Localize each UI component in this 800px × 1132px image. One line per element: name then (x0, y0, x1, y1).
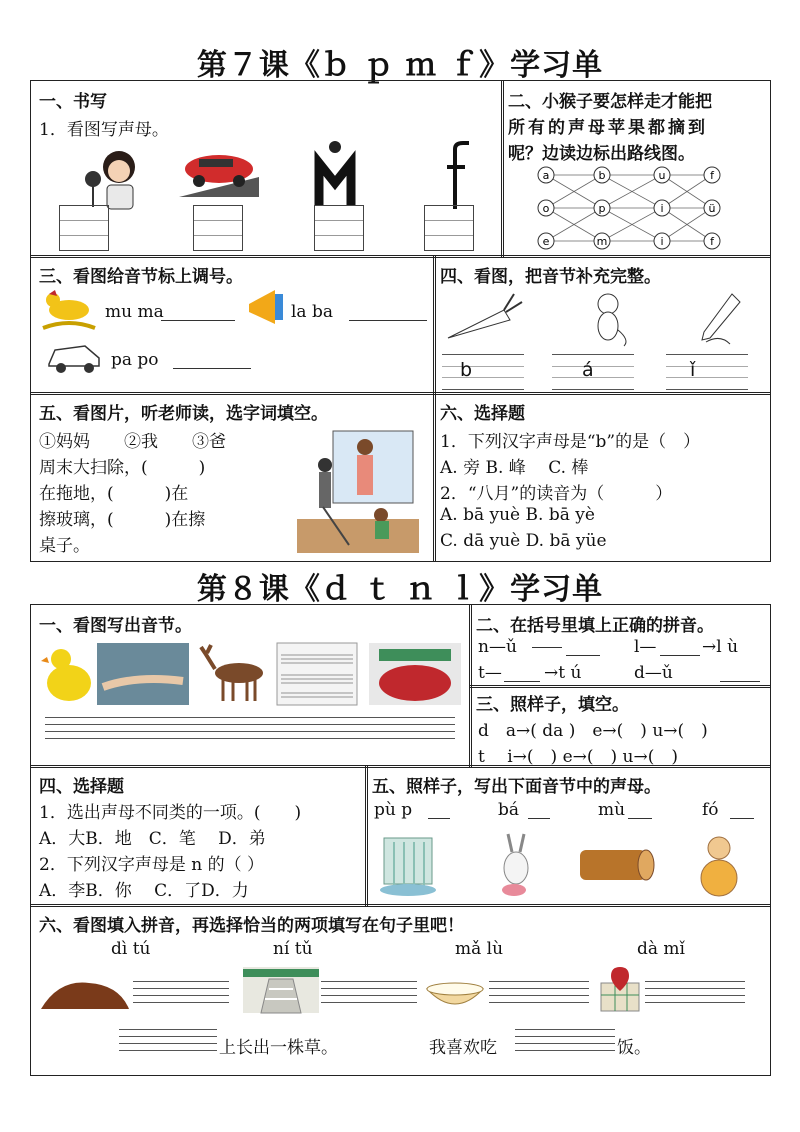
l7-s5-options: ①妈妈 ②我 ③爸 (39, 432, 226, 452)
l7-section4 (433, 255, 771, 395)
soil-pile-icon (39, 975, 131, 1013)
writing-box-2[interactable] (193, 205, 243, 251)
l7-s5-line4: 桌子。 (39, 536, 90, 556)
l7-section5 (30, 392, 436, 562)
writing-box-4[interactable] (424, 205, 474, 251)
l8-s4-q1-options: A．大B．地 C．笔 D．弟 (39, 829, 266, 849)
answer-line[interactable] (566, 655, 600, 656)
l7-section2 (501, 80, 771, 258)
pencil-icon (696, 290, 746, 346)
pinyin-box-text: ǐ (690, 359, 696, 381)
apple-label: m (596, 235, 608, 248)
l8-s6-sentence2-end: 饭。 (617, 1038, 651, 1058)
writing-line-4[interactable] (45, 717, 455, 739)
l8-section1 (30, 604, 472, 768)
l7-s5-line1: 周末大扫除，( ) (39, 458, 206, 478)
l8-s2-r1b: l— (634, 637, 657, 657)
l8-s6-pinyin-3: mǎ lù (455, 939, 504, 959)
l7-s5-line2: 在拖地，( )在 (39, 484, 189, 504)
rice-bowl-icon (423, 975, 487, 1015)
monkey-icon (584, 290, 634, 346)
l7-s3-row1b: la ba (291, 302, 333, 322)
apple-label: i (660, 235, 664, 248)
l8-s5-item4: fó (702, 800, 719, 820)
l8-s6-pinyin-4: dà mǐ (637, 939, 685, 959)
l8-s2-r2a: t— (478, 663, 502, 683)
apple-path-map[interactable] (532, 165, 732, 251)
car-sketch-icon (45, 336, 105, 376)
l8-section5 (365, 765, 771, 907)
l7-s6-q1-options: A. 旁 B. 峰 C. 棒 (440, 458, 589, 478)
l8-s6-sentence1: 上长出一株草。 (219, 1038, 338, 1058)
l8-section2 (469, 604, 771, 688)
bee-letter-m-icon (311, 139, 361, 209)
answer-line[interactable] (528, 818, 550, 819)
l7-s3-row1a: mu ma (105, 302, 164, 322)
apple-label: e (542, 235, 550, 248)
pinyin-box-2[interactable] (552, 354, 634, 390)
l8-section3 (469, 685, 771, 768)
l7-section1 (30, 80, 504, 258)
l8-section6 (30, 904, 771, 1076)
writing-line-4[interactable] (489, 981, 589, 1003)
donkey-icon (199, 643, 271, 705)
l7-s6-q2-options-ab: A. bā yuè B. bā yè (440, 505, 595, 525)
rocking-horse-icon (39, 288, 99, 332)
pinyin-box-text: á (582, 359, 594, 381)
l8-s2-r1a: n—ǔ (478, 637, 517, 657)
writing-line-4[interactable] (321, 981, 417, 1003)
l7-s1-question: 1．看图写声母。 (39, 120, 169, 140)
l7-s1-heading: 一、书写 (39, 92, 107, 112)
buddha-icon (696, 832, 742, 898)
l7-section6 (433, 392, 771, 562)
writing-line-4[interactable] (119, 1029, 217, 1051)
l7-s3-row2: pa po (111, 350, 159, 370)
l8-s6-sentence2: 我喜欢吃 (429, 1038, 497, 1058)
answer-line[interactable] (173, 368, 251, 369)
writing-box-3[interactable] (314, 205, 364, 251)
l8-s2-r2c: d—ǔ (634, 663, 673, 683)
apple-label: o (542, 202, 550, 215)
answer-line[interactable] (349, 320, 427, 321)
l7-s4-heading: 四、看图，把音节补充完整。 (440, 267, 661, 287)
apple-label: a (542, 169, 550, 182)
sheet-music-image (277, 643, 357, 705)
l8-section4 (30, 765, 368, 907)
l8-s3-row1: d a→( da ) e→( ) u→( ) (478, 721, 708, 741)
apple-label: p (598, 202, 606, 215)
carrot-icon (444, 290, 524, 344)
rain-hand-image (97, 643, 189, 705)
l8-s2-heading: 二、在括号里填上正确的拼音。 (476, 616, 714, 636)
l7-s5-heading: 五、看图片，听老师读，选字词填空。 (39, 404, 328, 424)
apple-label: u (658, 169, 666, 182)
answer-line[interactable] (504, 681, 540, 682)
waterfall-icon (378, 828, 438, 898)
drum-image (369, 643, 461, 705)
l7-s2-heading-line1: 二、小猴子要怎样走才能把 (508, 92, 712, 112)
lesson7-title: 第７课《ｂ ｐ ｍ ｆ》学习单 (196, 48, 604, 83)
l7-s6-heading: 六、选择题 (440, 404, 525, 424)
l8-s5-item2: bá (498, 800, 520, 820)
apple-label: f (710, 169, 714, 182)
l7-s3-heading: 三、看图给音节标上调号。 (39, 267, 243, 287)
lesson8-title: 第８课《ｄ ｔ ｎ ｌ》学习单 (196, 572, 604, 607)
arrow-line (532, 647, 562, 648)
l8-s2-r2b: →t ú (544, 663, 582, 683)
l8-s4-q2-options: A．李B．你 C．了D．力 (39, 881, 249, 901)
megaphone-icon (245, 286, 289, 330)
answer-line[interactable] (428, 818, 450, 819)
l8-s3-heading: 三、照样子，填空。 (476, 695, 629, 715)
apple-label: f (710, 235, 714, 248)
map-pin-icon (597, 965, 643, 1015)
pinyin-box-1[interactable] (442, 354, 524, 390)
answer-line[interactable] (730, 818, 754, 819)
l8-s1-heading: 一、看图写出音节。 (39, 616, 192, 636)
l7-s6-q1: 1．下列汉字声母是“b”的是（ ） (440, 432, 701, 452)
answer-line[interactable] (161, 320, 235, 321)
l8-s4-q1: 1．选出声母不同类的一项。( ) (39, 803, 302, 823)
l7-section3 (30, 255, 436, 395)
answer-line[interactable] (660, 655, 700, 656)
apple-label: b (598, 169, 606, 182)
l8-s4-q2: 2．下列汉字声母是 n 的（ ） (39, 855, 264, 875)
answer-line[interactable] (628, 818, 652, 819)
road-icon (243, 967, 319, 1013)
l8-s5-item1: pù p (374, 800, 413, 820)
l8-s6-heading: 六、看图填入拼音，再选择恰当的两项填写在句子里吧！ (39, 916, 464, 936)
log-icon (572, 840, 656, 890)
l8-s4-heading: 四、选择题 (39, 777, 124, 797)
writing-box-1[interactable] (59, 205, 109, 251)
writing-line-4[interactable] (645, 981, 745, 1003)
rabbit-icon (490, 828, 540, 898)
l7-s6-q2: 2．“八月”的读音为（ ） (440, 484, 673, 504)
pinyin-box-text: b (460, 359, 473, 381)
l8-s3-row2: t i→( ) e→( ) u→( ) (478, 747, 679, 767)
answer-line[interactable] (720, 681, 760, 682)
chick-icon (39, 643, 95, 707)
writing-line-4[interactable] (133, 981, 229, 1003)
l8-s5-item3: mù (598, 800, 626, 820)
l7-s5-line3: 擦玻璃，( )在擦 (39, 510, 206, 530)
apple-label: i (660, 202, 664, 215)
cane-letter-f-icon (443, 141, 473, 211)
l8-s5-heading: 五、照样子，写出下面音节中的声母。 (372, 777, 661, 797)
cleaning-family-image (293, 429, 423, 553)
writing-line-4[interactable] (515, 1029, 615, 1051)
l7-s6-q2-options-cd: C. dā yuè D. bā yüe (440, 531, 607, 551)
l8-s6-pinyin-1: dì tú (111, 939, 151, 959)
pinyin-box-3[interactable] (666, 354, 748, 390)
l7-s2-heading-line2: 所有的声母苹果都摘到 (508, 118, 708, 138)
apple-label: ü (708, 202, 716, 215)
l8-s2-r1c: →l ù (702, 637, 739, 657)
red-car-icon (179, 147, 259, 197)
l8-s6-pinyin-2: ní tǔ (273, 939, 313, 959)
l7-s2-heading-line3: 呢？边读边标出路线图。 (508, 144, 695, 164)
